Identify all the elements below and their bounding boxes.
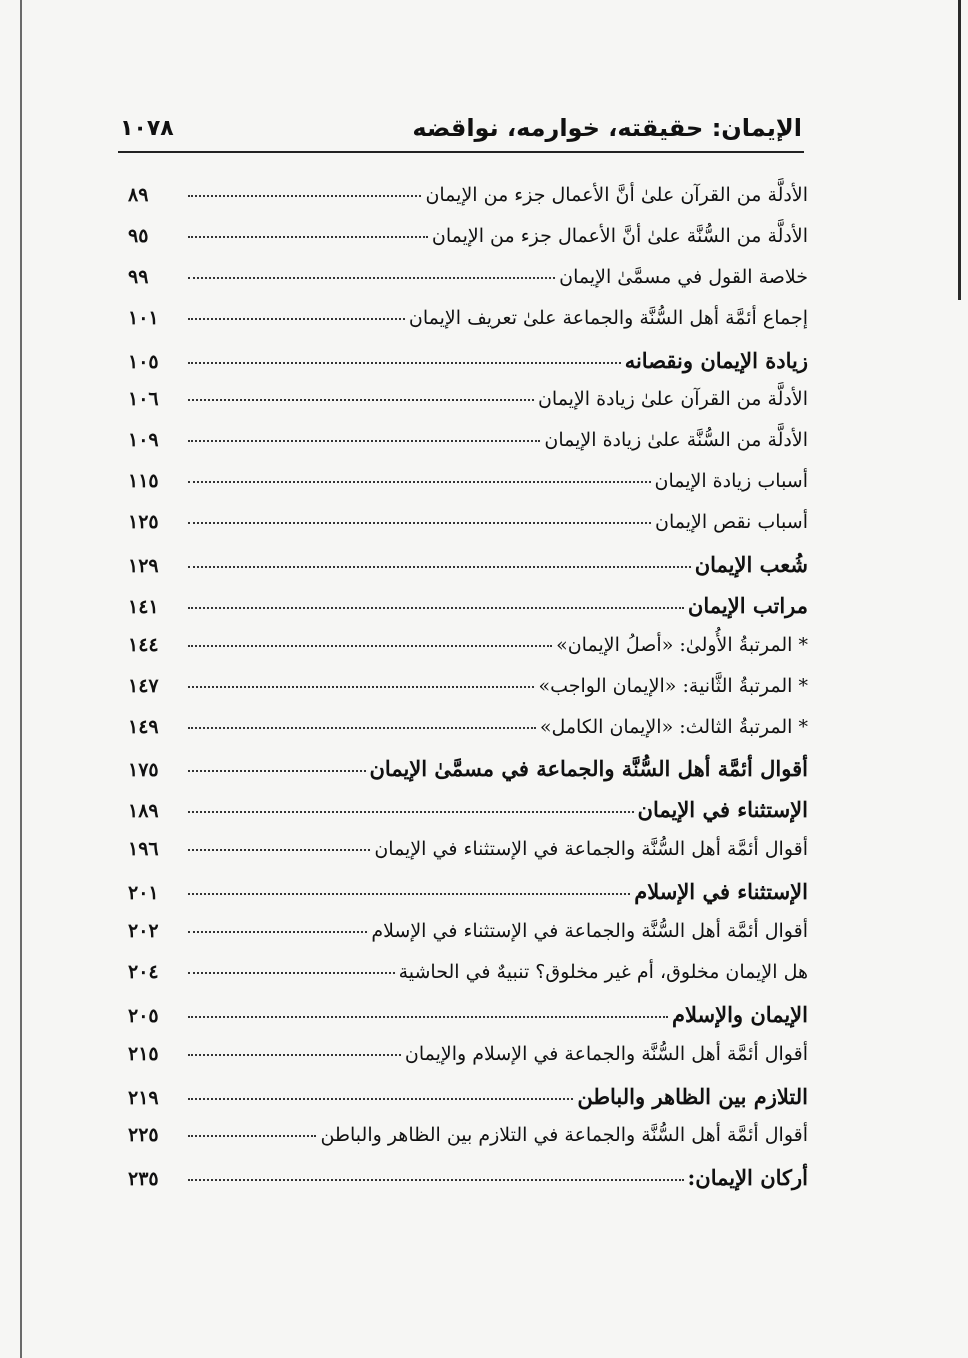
toc-entry bbox=[128, 1043, 808, 1084]
dot-leader bbox=[188, 1135, 316, 1137]
toc-entry-page: ٢١٩ bbox=[128, 1086, 159, 1109]
dot-leader bbox=[188, 686, 534, 688]
dot-leader bbox=[188, 931, 367, 933]
toc-entry-page: ٢٣٥ bbox=[128, 1168, 159, 1191]
toc-entry-label: الإستثناء في الإيمان bbox=[637, 797, 808, 823]
toc-entry-label: الأدلَّة من القرآن علىٰ أنَّ الأعمال جزء من الإيمان bbox=[425, 184, 808, 206]
page-number: ١٠٧٨ bbox=[120, 116, 174, 141]
toc-entry-page: ١٩٦ bbox=[128, 838, 159, 861]
toc-entry-page: ٢٠٥ bbox=[128, 1004, 159, 1027]
dot-leader bbox=[188, 1098, 573, 1100]
toc-entry-page: ٨٩ bbox=[128, 184, 149, 206]
toc-entry bbox=[128, 470, 808, 511]
toc-entry-label: الأدلَّة من السُّنَّة علىٰ زيادة الإيمان bbox=[544, 429, 808, 452]
toc-entry bbox=[128, 756, 808, 797]
dot-leader bbox=[188, 849, 370, 851]
toc-entry-page: ٢٠٤ bbox=[128, 960, 159, 983]
dot-leader bbox=[188, 481, 651, 483]
toc-entry bbox=[128, 961, 808, 1002]
toc-entry bbox=[128, 838, 808, 879]
toc-entry-page: ١٠٩ bbox=[128, 429, 159, 452]
book-title: الإيمان: حقيقته، خوارمه، نواقضه bbox=[412, 114, 802, 142]
dot-leader bbox=[188, 362, 621, 364]
toc-entry-label: أركان الإيمان: bbox=[687, 1165, 808, 1191]
toc-entry-label: * المرتبةُ الثَّانية: «الإيمان الواجب» bbox=[538, 674, 808, 697]
toc-entry-page: ١٤١ bbox=[128, 595, 159, 618]
dot-leader bbox=[188, 893, 630, 895]
toc-entry bbox=[128, 225, 808, 266]
toc-entry-label: شُعب الإيمان bbox=[694, 552, 808, 578]
toc-entry-label: الإيمان والإسلام bbox=[671, 1001, 808, 1027]
dot-leader bbox=[188, 318, 405, 320]
toc-entry-page: ١٧٥ bbox=[128, 759, 159, 782]
toc-entry-label: أقوال أئمَّة أهل السُّنَّة والجماعة في التلازم بين الظاهر والباطن bbox=[320, 1124, 808, 1147]
page-edge-line bbox=[20, 0, 22, 1358]
toc-entry-page: ١٠١ bbox=[128, 306, 159, 329]
toc-entry bbox=[128, 266, 808, 307]
dot-leader bbox=[188, 972, 395, 974]
toc-entry-page: ١٨٩ bbox=[128, 800, 159, 823]
toc-entry-page: ١٤٤ bbox=[128, 633, 159, 656]
toc-entry-page: ٢٠٢ bbox=[128, 920, 159, 943]
dot-leader bbox=[188, 236, 428, 238]
dot-leader bbox=[188, 566, 691, 568]
toc-entry-page: ٢٠١ bbox=[128, 882, 159, 905]
toc-entry-label: هل الإيمان مخلوق، أم غير مخلوق؟ تنبيهٌ في الحاشية bbox=[398, 960, 808, 983]
toc-entry-page: ١١٥ bbox=[128, 470, 159, 493]
toc-entry bbox=[128, 634, 808, 675]
dot-leader bbox=[188, 522, 651, 524]
dot-leader bbox=[188, 195, 421, 197]
toc-entry bbox=[128, 879, 808, 920]
toc-entry bbox=[128, 1124, 808, 1165]
toc-entry-page: ٩٩ bbox=[128, 265, 149, 288]
toc-entry-label: إجماع أئمَّة أهل السُّنَّة والجماعة علىٰ تعريف الإيمان bbox=[408, 306, 808, 329]
toc-entry-label: زيادة الإيمان ونقصانه bbox=[624, 347, 808, 373]
dot-leader bbox=[188, 1179, 684, 1181]
running-header bbox=[120, 112, 802, 152]
toc-entry-page: ١٤٧ bbox=[128, 674, 159, 697]
toc-entry-label: أسباب نقص الإيمان bbox=[655, 511, 808, 534]
toc-entry bbox=[128, 1002, 808, 1043]
toc-entry-label: أقوال أئمَّة أهل السُّنَّة والجماعة في مسمَّىٰ الإيمان bbox=[369, 756, 808, 782]
toc-entry-label: * المرتبةُ الثالث: «الإيمان الكامل» bbox=[539, 715, 808, 738]
toc-entry-page: ٩٥ bbox=[128, 224, 149, 247]
dot-leader bbox=[188, 277, 555, 279]
toc-entry-page: ١٠٥ bbox=[128, 350, 159, 373]
toc-entry bbox=[128, 511, 808, 552]
toc-entry bbox=[128, 348, 808, 389]
toc-entry bbox=[128, 716, 808, 757]
toc-entry-page: ١٤٩ bbox=[128, 715, 159, 738]
dot-leader bbox=[188, 440, 540, 442]
toc-entry-label: * المرتبةُ الأُولىٰ: «أصلُ الإيمان» bbox=[556, 633, 808, 656]
toc-entry bbox=[128, 388, 808, 429]
dot-leader bbox=[188, 1016, 668, 1018]
dot-leader bbox=[188, 1054, 401, 1056]
page-edge-shadow bbox=[958, 0, 961, 300]
toc-entry bbox=[128, 797, 808, 838]
dot-leader bbox=[188, 645, 552, 647]
toc-entry-label: الأدلَّة من القرآن علىٰ زيادة الإيمان bbox=[537, 388, 808, 411]
toc-entry bbox=[128, 920, 808, 961]
toc-entry bbox=[128, 552, 808, 593]
toc-entry-label: أسباب زيادة الإيمان bbox=[654, 470, 808, 493]
toc-entry-label: خلاصة القول في مسمَّىٰ الإيمان bbox=[559, 265, 808, 288]
dot-leader bbox=[188, 607, 684, 609]
dot-leader bbox=[188, 727, 536, 729]
toc-entry-label: الإستثناء في الإسلام bbox=[634, 879, 808, 905]
dot-leader bbox=[188, 770, 366, 772]
toc-entry-label: الأدلَّة من السُّنَّة علىٰ أنَّ الأعمال جزء من الإيمان bbox=[431, 224, 808, 247]
toc-entry-label: التلازم بين الظاهر والباطن bbox=[577, 1083, 808, 1109]
toc-entry bbox=[128, 1165, 808, 1206]
toc-entry bbox=[128, 429, 808, 470]
dot-leader bbox=[188, 811, 634, 813]
toc-entry-page: ١٢٩ bbox=[128, 555, 159, 578]
toc-entry-label: أقوال أئمَّة أهل السُّنَّة والجماعة في الإستثناء في الإيمان bbox=[374, 838, 808, 861]
dot-leader bbox=[188, 399, 534, 401]
toc-entry-label: أقوال أئمَّة أهل السُّنَّة والجماعة في الإسلام والإيمان bbox=[404, 1042, 808, 1065]
toc-entry-page: ١٢٥ bbox=[128, 511, 159, 534]
toc-entry-label: أقوال أئمَّة أهل السُّنَّة والجماعة في الإستثناء في الإسلام bbox=[371, 920, 808, 943]
toc-entry bbox=[128, 1084, 808, 1125]
table-of-contents bbox=[128, 184, 808, 1206]
toc-entry bbox=[128, 675, 808, 716]
toc-entry-page: ١٠٦ bbox=[128, 388, 159, 411]
toc-entry bbox=[128, 593, 808, 634]
header-divider bbox=[118, 151, 804, 153]
toc-entry-page: ٢١٥ bbox=[128, 1042, 159, 1065]
toc-entry-label: مراتب الإيمان bbox=[687, 592, 808, 618]
toc-entry bbox=[128, 184, 808, 225]
toc-entry bbox=[128, 307, 808, 348]
toc-entry-page: ٢٢٥ bbox=[128, 1124, 159, 1147]
